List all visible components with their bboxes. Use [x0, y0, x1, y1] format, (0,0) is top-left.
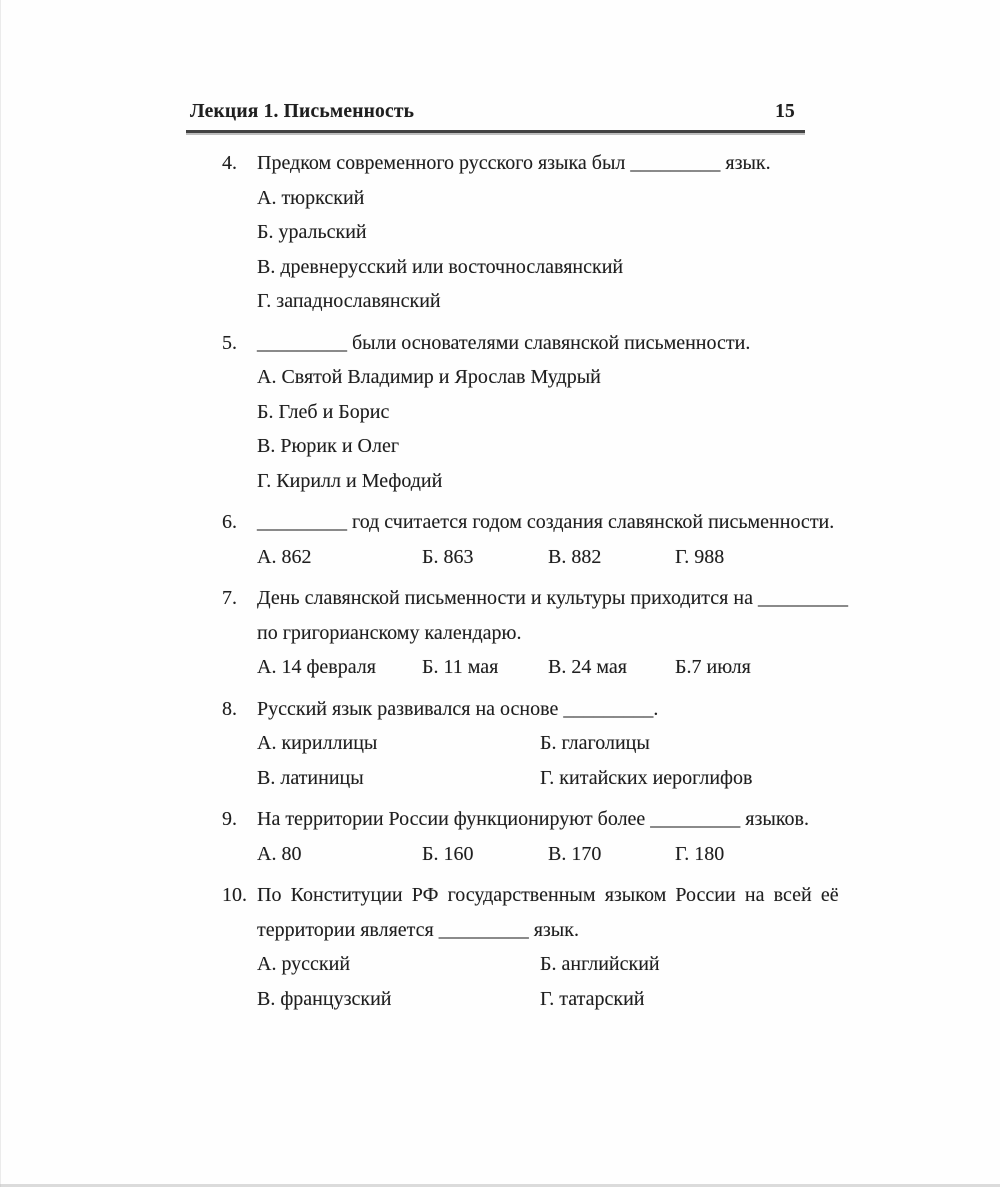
header-divider — [186, 130, 805, 133]
question-number: 5. — [222, 331, 237, 354]
option: Б. глаголицы — [540, 732, 650, 754]
question-number: 8. — [222, 697, 237, 720]
option: Б. 11 мая — [422, 656, 499, 678]
option: Б.7 июля — [675, 656, 751, 678]
page-number: 15 — [775, 101, 795, 122]
option: А. 14 февраля — [257, 656, 376, 678]
quiz-content — [222, 146, 848, 1016]
option: Г. западнославянский — [257, 290, 441, 312]
option: В. 170 — [548, 842, 602, 865]
options-row — [222, 837, 818, 872]
option: Б. 160 — [422, 842, 474, 865]
question-number: 9. — [222, 808, 237, 830]
option: В. латиницы — [257, 766, 364, 789]
question-text: _________ год считается годом создания славянской письменности. — [257, 511, 835, 533]
question-5 — [222, 326, 818, 499]
scan-edge-left — [0, 0, 1, 1187]
question-6 — [222, 505, 835, 574]
question-number: 7. — [222, 587, 237, 609]
options-row — [222, 982, 818, 1017]
question-4 — [222, 146, 818, 319]
option: А. 80 — [257, 842, 302, 865]
question-number: 10. — [222, 884, 247, 906]
option: В. 24 мая — [548, 656, 627, 678]
options-row — [222, 650, 818, 685]
option: Г. 180 — [675, 842, 725, 865]
question-text: Русский язык развивался на основе _________. — [257, 697, 659, 720]
option: Б. Глеб и Борис — [257, 400, 390, 423]
options-row — [222, 540, 818, 575]
option: Г. китайских иероглифов — [540, 766, 753, 789]
option: В. 882 — [548, 545, 602, 568]
option: Г. татарский — [540, 987, 645, 1010]
question-text: День славянской письменности и культуры приходится на _________ — [257, 587, 848, 609]
question-10 — [222, 878, 839, 1016]
option: А. Святой Владимир и Ярослав Мудрый — [257, 366, 601, 388]
option: Г. 988 — [675, 545, 725, 568]
question-text: _________ были основателями славянской письменности. — [257, 331, 751, 354]
question-9 — [222, 802, 818, 871]
section-title: Лекция 1. Письменность — [190, 101, 415, 122]
option: А. русский — [257, 953, 351, 975]
options-row — [222, 947, 818, 982]
option: А. кириллицы — [257, 732, 378, 754]
question-text-continued: по григорианскому календарю. — [257, 621, 522, 644]
question-number: 4. — [222, 152, 237, 174]
option: А. 862 — [257, 545, 312, 568]
question-8 — [222, 692, 818, 796]
option: В. Рюрик и Олег — [257, 435, 400, 457]
question-number: 6. — [222, 511, 237, 533]
question-text: Предком современного русского языка был _________ язык. — [257, 152, 771, 174]
page-header — [190, 101, 795, 123]
option: Г. Кирилл и Мефодий — [257, 469, 443, 492]
question-text: По Конституции РФ государственным языком России на всей её — [257, 884, 839, 906]
options-list — [222, 181, 818, 319]
question-text-continued: территории является _________ язык. — [257, 918, 579, 941]
option: А. тюркский — [257, 186, 365, 209]
option: Б. уральский — [257, 221, 367, 243]
options-row — [222, 761, 818, 796]
question-7 — [222, 581, 848, 685]
options-row — [222, 726, 818, 761]
question-text: На территории России функционируют более _________ языков. — [257, 808, 809, 830]
option: В. древнерусский или восточнославянский — [257, 255, 624, 278]
option: Б. английский — [540, 953, 660, 975]
options-list — [222, 360, 818, 498]
option: В. французский — [257, 987, 392, 1010]
option: Б. 863 — [422, 545, 474, 568]
